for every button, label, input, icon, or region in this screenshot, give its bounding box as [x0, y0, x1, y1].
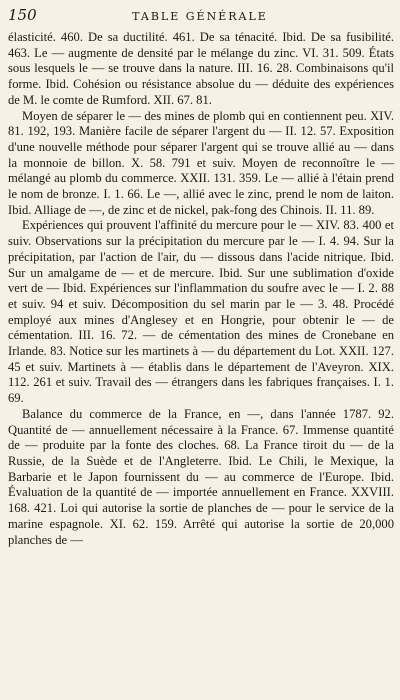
index-text-body	[8, 30, 394, 696]
page-header	[8, 6, 392, 30]
page-number: 150	[8, 6, 37, 24]
running-title: TABLE GÉNÉRALE	[132, 10, 268, 23]
index-paragraph: Balance du commerce de la France, en —, dans l'année 1787. 92. Quantité de — annuellement nécessaire à la France. 67. Immense quantité de — produite par la fonte des cloches. 68. La France tiroit du — de la Russie, de la Suède et de l'Angleterre. Ibid. Le Chili, le Mexique, la Barbarie et le Japon fournissent du — au commerce de l'Europe. Ibid. Évaluation de la quantité de — importée annuellement en France. XXVIII. 168. 421. Loi qui autorise la sortie de planches de — pour le service de la marine espagnole. XI. 62. 159. Arrêté qui autorise la sortie de 20,000 planches de —	[8, 406, 394, 547]
index-paragraph: Moyen de séparer le — des mines de plomb qui en contiennent peu. XIV. 81. 192, 193. Manière facile de séparer l'argent du — II. 12. 57. Exposition d'une nouvelle méthode pour séparer l'argent qui se trouve allié au — dans la monnoie de billon. X. 58. 791 et suiv. Moyen de reconnoître le — mélangé au plomb du commerce. XXII. 131. 359. Le — allié à l'étain prend le nom de bronze. I. 1. 66. Le —, allié avec le zinc, prend le nom de laiton. Ibid. Alliage de —, de zinc et de nickel, pak-fong des Chinois. II. 11. 89.	[8, 108, 394, 217]
index-paragraph: élasticité. 460. De sa ductilité. 461. De sa ténacité. Ibid. De sa fusibilité. 463. Le — augmente de densité par le mélange du zinc. VI. 31. 509. États sous lesquels le — se trouve dans la nature. III. 16. 28. Combinaisons qu'il forme. Ibid. Cohésion ou résistance absolue du — déduite des expériences de M. le comte de Rumford. XII. 67. 81.	[8, 30, 394, 107]
index-paragraph: Expériences qui prouvent l'affinité du mercure pour le — XIV. 83. 400 et suiv. Observations sur la précipitation du mercure par le — I. 4. 94. Sur la précipitation, par l'action de l'air, du — dissous dans l'acide nitrique. Ibid. Sur un amalgame de — et de mercure. Ibid. Sur une sublimation d'oxide vert de — Ibid. Expériences sur l'inflammation du soufre avec le — I. 2. 88 et suiv. 94 et suiv. Décomposition du sel marin par le — 3. 48. Procédé employé aux mines d'Anglesey et en Hongrie, pour obtenir le — de cémentation. III. 16. 72. — de cémentation des mines de Cronebane en Irlande. 83. Notice sur les martinets à — du département du Lot. XXII. 127. 45 et suiv. Martinets à — établis dans le département de l'Aveyron. XIX. 112. 261 et suiv. Travail des — étrangers dans les fabriques françaises. I. 1. 69.	[8, 218, 394, 406]
